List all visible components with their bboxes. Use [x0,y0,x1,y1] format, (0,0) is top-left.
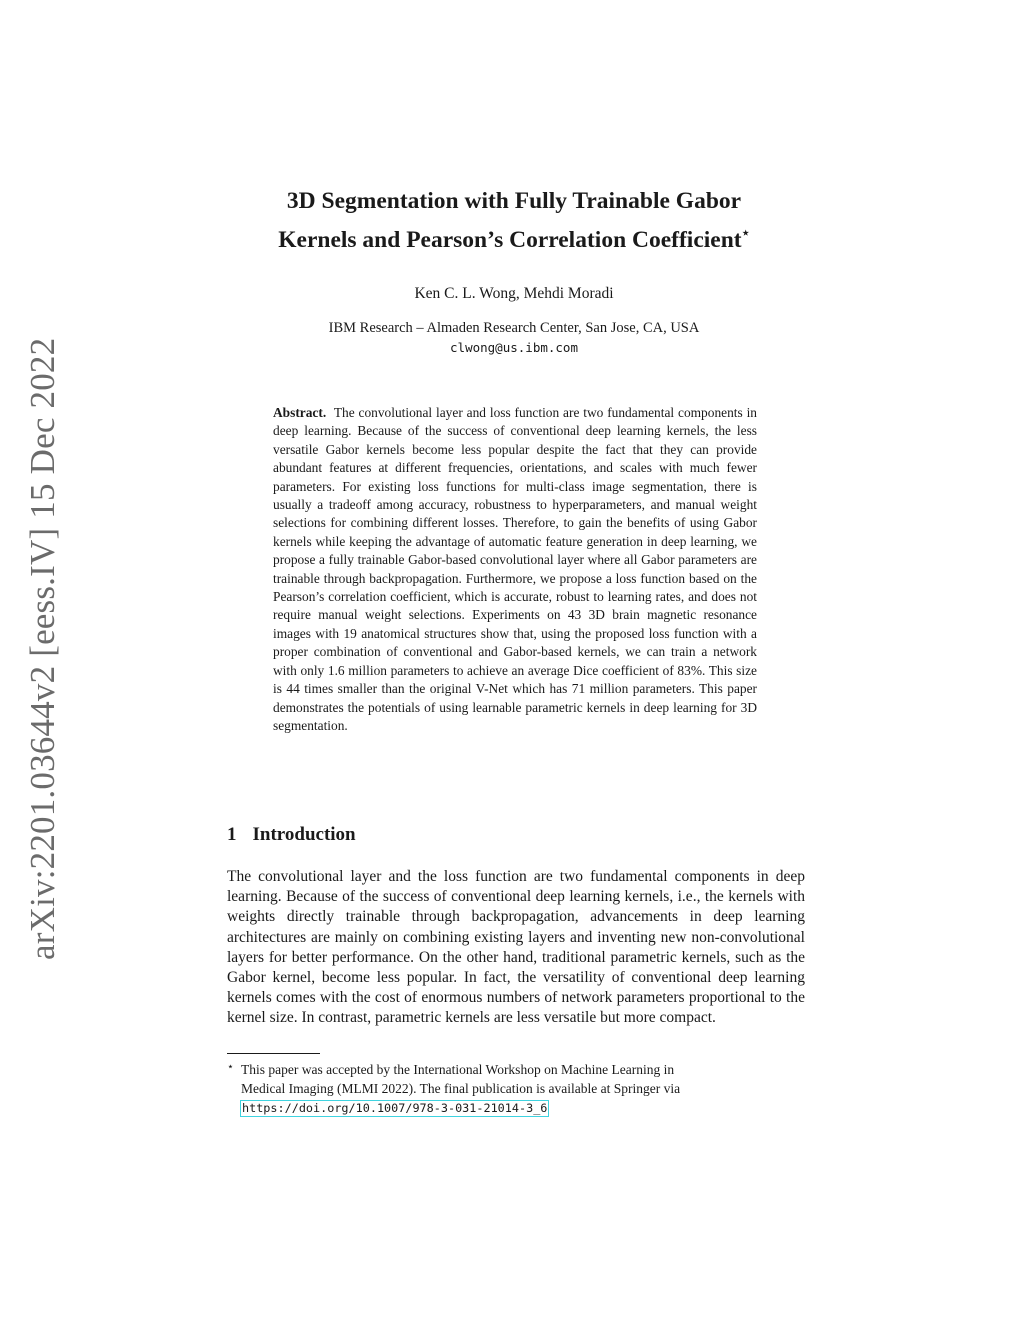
footnote-mark: ⋆ [227,1061,234,1073]
arxiv-identifier-stamp [18,337,68,960]
author-list: Ken C. L. Wong, Mehdi Moradi [414,285,614,302]
title-line-2-text: Kernels and Pearson’s Correlation Coefficient [278,227,742,253]
footnote-continuation [227,1079,805,1117]
author-email[interactable]: clwong@us.ibm.com [450,340,578,355]
section-number: 1 [227,824,237,845]
title-line-2 [200,217,828,256]
title-footnote-mark: ⋆ [741,225,750,240]
title-line-1: 3D Segmentation with Fully Trainable Gabor [286,188,742,214]
arxiv-identifier-text: arXiv:2201.03644v2 [eess.IV] 15 Dec 2022 [23,337,62,960]
section-title: Introduction [252,824,356,845]
footnote-line-2: Medical Imaging (MLMI 2022). The final publication is available at Springer via [241,1081,681,1096]
affiliation: IBM Research – Almaden Research Center, San Jose, CA, USA [328,320,700,336]
doi-link[interactable]: https://doi.org/10.1007/978-3-031-21014-3_6 [242,1101,548,1115]
paper-title [200,186,828,256]
introduction-paragraph: The convolutional layer and the loss function are two fundamental components in deep learning. Because of the success of conventional deep learning kernels, i.e., the kernels with weights directly trainable through backpropagation, advancements in deep learning architectures are mainly on combining existing layers and inventing new non-convolutional layers for better performance. On the other hand, traditional parametric kernels, such as the Gabor kernel, become less popular. In fact, the versatility of conventional deep learning kernels comes with the cost of enormous numbers of network parameters proportional to the kernel size. In contrast, parametric kernels are less versatile but more compact. [227,868,805,1027]
abstract-text: The convolutional layer and loss function are two fundamental components in deep learning. Because of the success of conventional deep learning kernels, the less versatile Gabor kernels become less popular despite the fact that they can provide abundant features at different frequencies, orientations, and scales with much fewer parameters. For existing loss functions for multi-class image segmentation, there is usually a tradeoff among accuracy, robustness to hyperparameters, and manual weight selections for combining different losses. Therefore, to gain the benefits of using Gabor kernels while keeping the advantage of automatic feature generation in deep learning, we propose a fully trainable Gabor-based convolutional layer where all Gabor parameters are trainable through backpropagation. Furthermore, we propose a loss function based on the Pearson’s correlation coefficient, which is accurate, robust to learning rates, and does not require manual weight selections. Experiments on 43 3D brain magnetic resonance images with 19 anatomical structures show that, using the proposed loss function with a proper combination of conventional and Gabor-based kernels, we can train a network with only 1.6 million parameters to achieve an average Dice coefficient of 83%. This size is 44 times smaller than the original V-Net which has 71 million parameters. This paper demonstrates the potentials of using learnable parametric kernels in deep learning for 3D segmentation. [273,405,758,733]
abstract-label: Abstract. [273,405,327,420]
section-heading-introduction [227,822,356,848]
footnote-divider [227,1053,320,1054]
abstract-block [273,404,757,735]
footnote-line-1: This paper was accepted by the International Workshop on Machine Learning in [241,1062,675,1077]
footnote [227,1058,805,1117]
